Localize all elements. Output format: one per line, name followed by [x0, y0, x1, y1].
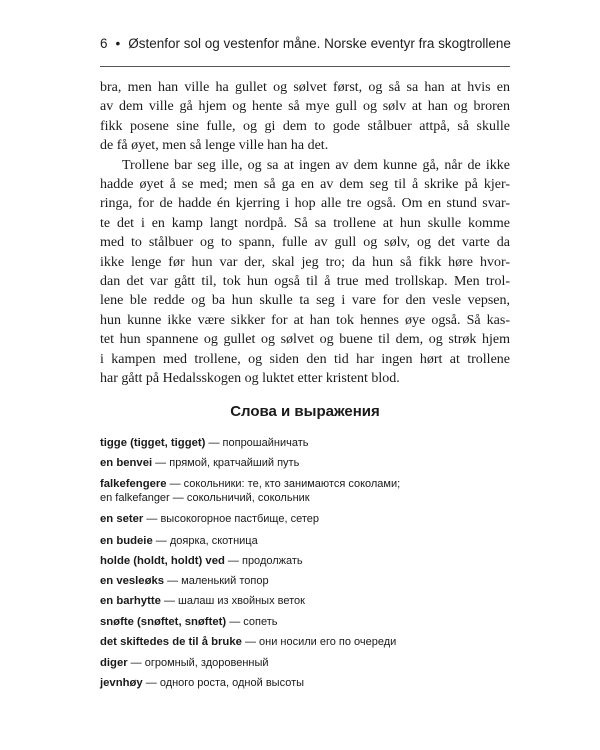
story-line: de få øyet, men så lenge ville han ha det. — [100, 138, 329, 154]
running-header — [100, 36, 510, 51]
glossary-definition: — одного роста, одной высоты — [142, 677, 305, 689]
glossary-entry — [100, 676, 304, 690]
glossary-definition: — доярка, скотница — [152, 535, 258, 547]
glossary-term: en budeie — [100, 535, 153, 547]
story-line: bra, men han ville ha gullet og sølvet først, og så sa han at hvis en — [100, 80, 510, 95]
glossary-definition: — шалаш из хвойных веток — [160, 595, 305, 607]
glossary-term: en vesleøks — [100, 575, 165, 587]
story-text — [100, 78, 510, 389]
story-line: te det i en kamp langt nordpå. Så sa trollene at hun skulle komme — [100, 215, 510, 231]
glossary-definition: — сопеть — [226, 616, 278, 628]
glossary-entry — [100, 656, 269, 670]
book-title: Østenfor sol og vestenfor måne. Norske eventyr fra skogtrollene — [128, 36, 511, 51]
header-rule — [100, 66, 510, 67]
story-line: lene ble redde og ba hun skulle ta seg i vare for den vesle vepsen, — [100, 293, 510, 309]
glossary-term: tigge (tigget, tigget) — [100, 437, 206, 449]
story-line: Trollene bar seg ille, og sa at ingen av dem kunne gå, når de ikke — [122, 157, 510, 173]
glossary-definition: — сокольники: те, кто занимаются соколами; — [166, 478, 401, 490]
page-number: 6 — [100, 36, 108, 51]
story-line: fikk posene sine fulle, og gi dem to gode stålbuer attpå, så skulle — [100, 118, 510, 134]
story-line: tet hun spannene og gullet og sølvet og buene til dem, og strøk hjem — [100, 332, 510, 348]
story-line: ringa, for de hadde én kjerring i hop alle tre også. Om en stund svar- — [100, 196, 510, 212]
glossary-entry — [100, 635, 396, 649]
glossary-entry — [100, 477, 400, 491]
glossary-term: jevnhøy — [100, 677, 143, 689]
glossary-entry — [100, 615, 277, 629]
story-line: i kampen med trollene, og siden den tid har ingen hørt at trollene — [100, 351, 510, 367]
glossary-entry — [100, 554, 303, 568]
glossary-definition: — огромный, здоровенный — [127, 657, 269, 669]
glossary-subentry — [100, 491, 310, 505]
glossary-term: en barhytte — [100, 595, 161, 607]
glossary-term: en benvei — [100, 457, 153, 469]
header-bullet: • — [115, 36, 121, 51]
glossary-definition: — высокогорное пастбище, сетер — [143, 513, 319, 525]
glossary-definition: — они носили его по очереди — [241, 636, 397, 648]
glossary-entry — [100, 594, 305, 608]
glossary-entry — [100, 512, 319, 526]
story-line: ikke lenge før hun var der, skal jeg tro; da hun så fikk høre hvor- — [100, 254, 510, 270]
glossary-definition: en falkefanger — сокольничий, сокольник — [100, 492, 310, 504]
glossary-definition: — попрошайничать — [205, 437, 309, 449]
glossary-term: en seter — [100, 513, 144, 525]
glossary-entry — [100, 574, 269, 588]
glossary-term: snøfte (snøftet, snøftet) — [100, 616, 227, 628]
story-line: hadde øyet å se med; men så ga en av dem seg til å skrike på kjer- — [100, 177, 510, 193]
glossary-entry — [100, 534, 258, 548]
story-line: hun kunne ikke være sikker for at han tok hennes øye også. Så kas- — [100, 312, 510, 328]
glossary-entry — [100, 436, 308, 450]
glossary-title: Слова и выражения — [230, 403, 380, 420]
glossary-term: holde (holdt, holdt) ved — [100, 555, 225, 567]
story-line: dan det var gått til, tok hun også til å true med trollskap. Men trol- — [100, 274, 510, 290]
story-line: av dem ville gå hjem og hente så mye gull og sølv at han og broren — [100, 99, 510, 115]
glossary-term: falkefengere — [100, 478, 167, 490]
glossary-term: det skiftedes de til å bruke — [100, 636, 242, 648]
glossary-definition: — маленький топор — [164, 575, 269, 587]
story-line: har gått på Hedalsskogen og luktet etter kristent blod. — [100, 371, 400, 387]
glossary-entry — [100, 456, 299, 470]
glossary-term: diger — [100, 657, 128, 669]
glossary-definition: — прямой, кратчайший путь — [152, 457, 300, 469]
glossary-definition: — продолжать — [224, 555, 303, 567]
story-line: med to stålbuer og to spann, fulle av gull og sølv, og det varte da — [100, 235, 510, 251]
